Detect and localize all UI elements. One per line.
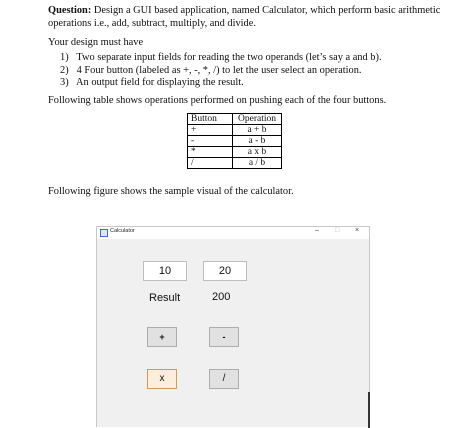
table-header-row [188, 114, 282, 125]
table-cell: a x b [233, 147, 282, 158]
requirements-list [60, 52, 382, 90]
window-title: Calculator [110, 228, 135, 234]
table-cell: a + b [233, 125, 282, 136]
title-bar[interactable] [97, 227, 369, 239]
table-row [188, 136, 282, 147]
list-item [60, 52, 382, 65]
question-paragraph [48, 4, 468, 30]
table-cell: + [188, 125, 233, 136]
result-label: Result [149, 292, 181, 304]
table-cell: / [188, 158, 233, 169]
divide-button[interactable]: / [209, 369, 239, 389]
table-row [188, 147, 282, 158]
add-button[interactable]: + [147, 327, 177, 347]
operand-a-input[interactable]: 10 [143, 261, 187, 281]
operations-table [187, 113, 282, 169]
intro-text: Your design must have [48, 37, 144, 48]
result-output: 200 [212, 291, 231, 303]
calculator-window [96, 226, 370, 427]
figure-caption: Following figure shows the sample visual of the calculator. [48, 186, 294, 197]
list-text: 4 Four button (labeled as +, -, *, /) to let the user select an operation. [76, 64, 362, 76]
calculator-body [97, 239, 369, 427]
table-cell: - [188, 136, 233, 147]
table-header: Operation [233, 114, 282, 125]
list-text: An output field for displaying the result. [76, 77, 244, 88]
table-header: Button [188, 114, 233, 125]
table-cell: * [188, 147, 233, 158]
list-item [60, 65, 382, 78]
list-number: 1) [60, 52, 69, 63]
multiply-button[interactable]: x [147, 369, 177, 389]
window-edge [368, 392, 370, 428]
table-cell: a / b [233, 158, 282, 169]
table-intro: Following table shows operations performed on pushing each of the four buttons. [48, 95, 387, 106]
table-row [188, 158, 282, 169]
close-icon[interactable]: × [355, 227, 360, 234]
table-cell: a - b [233, 136, 282, 147]
maximize-icon[interactable]: □ [335, 227, 340, 234]
subtract-button[interactable]: - [209, 327, 239, 347]
minimize-icon[interactable]: – [315, 227, 319, 234]
list-number: 2) [60, 64, 69, 76]
app-icon [100, 229, 108, 237]
operand-b-input[interactable]: 20 [203, 261, 247, 281]
table-row [188, 125, 282, 136]
list-item [60, 77, 382, 90]
list-text: Two separate input fields for reading the two operands (let’s say a and b). [76, 52, 382, 63]
list-number: 3) [60, 77, 69, 88]
question-label: Question: [48, 5, 92, 16]
question-text: Design a GUI based application, named Calculator, which perform basic arithmetic operations i.e., add, subtract, multiply, and divide. [48, 5, 441, 29]
